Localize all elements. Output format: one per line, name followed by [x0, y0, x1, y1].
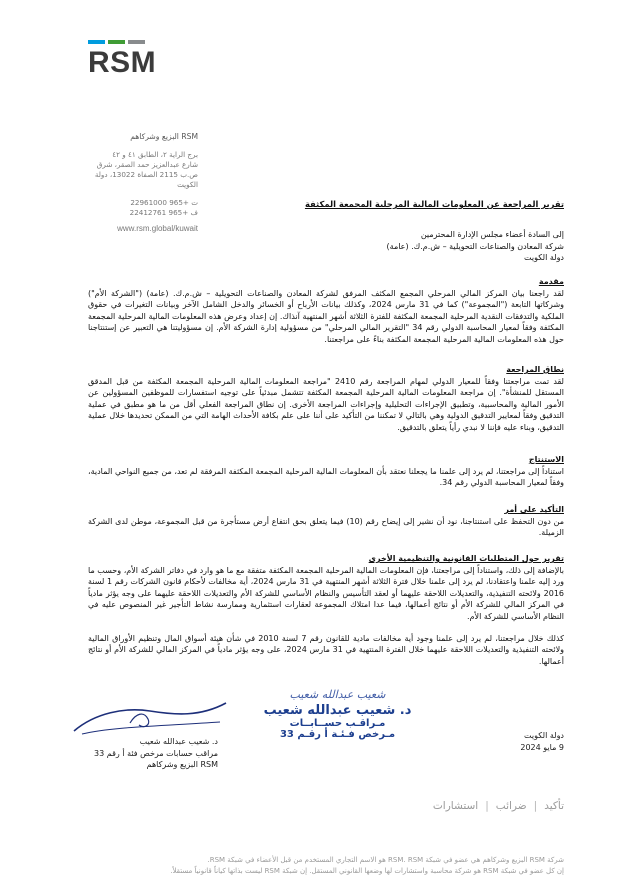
- service-item: تأكيد: [544, 800, 564, 812]
- addressee-block: [88, 229, 564, 264]
- office-phone: ت +965 22961000: [130, 198, 198, 207]
- addressee-line: شركة المعادن والصناعات التحويلية – ش.م.ك. (عامة): [386, 241, 564, 251]
- service-divider: |: [485, 800, 489, 812]
- section-scope: [88, 364, 564, 434]
- signatory-name: د. شعيب عبدالله شعيب: [139, 737, 218, 746]
- footer-line: شركة RSM البزيع وشركاهم هي عضو في شبكة RSM. RSM هو الاسم التجاري المستخدم من قبل الأعضاء في شبكة RSM.: [207, 856, 564, 864]
- service-item: ضرائب: [495, 800, 527, 812]
- section-text: كذلك خلال مراجعتنا، لم يرد إلى علمنا وجود أية مخالفات مادية للقانون رقم 7 لسنة 2010 في شأن هيئة أسواق المال وتنظيم الأوراق المالية ولائحته التنفيذية والتعديلات اللاحقة عليهما خلال الفترة المنتهية في 31 مارس 2024، على وجه يؤثر مادياً في المركز المالي للشركة الأم أو نتائج أعمالها.: [88, 633, 565, 666]
- footer-line: إن كل عضو في شبكة RSM هو شركة محاسبة واستشارات لها وضعها القانوني المستقل. إن شبكة RSM ليست بذاتها كياناً قانونياً مستقلاً.: [170, 866, 564, 875]
- logo-bars: [88, 40, 168, 44]
- place-date-block: [364, 730, 564, 753]
- signatory-block: [88, 736, 218, 771]
- service-item: استشارات: [432, 800, 479, 812]
- report-date: 9 مايو 2024: [520, 742, 564, 752]
- office-address-line: ص.ب 2115 الصفاة 13022، دولة الكويت: [94, 170, 198, 189]
- section-text: استناداً إلى مراجعتنا، لم يرد إلى علمنا ما يجعلنا نعتقد بأن المعلومات المالية المرحلية المجمعة المكثفة المرفقة لم تعد، من جميع النواحي المادية، وفقاً لمعيار المحاسبة الدولي رقم 34.: [88, 466, 564, 488]
- section-conclusion: [88, 454, 564, 489]
- section-text: لقد راجعنا بيان المركز المالي المرحلي المجمع المكثف المرفق لشركة المعادن والصناعات التحويلية – ش.م.ك. (عامة) ("الشركة الأم") وشركاتها التابعة ("المجموعة") كما في 31 مارس 2024، وكذلك بيانات الأرباح أو الخسائر والدخل الشامل الآخر وبيانات التغيرات في حقوق الملكية والتدفقات النقدية المرحلية المجمعة المكثفة للفترة الثلاثة أشهر المنتهية آنذاك. إن إعداد وعرض هذه المعلومات المالية المرحلية المجمعة المكثفة وفقاً لمعيار المحاسبة الدولي رقم 34 "التقرير المالي المرحلي" من مسؤولية إدارة الشركة الأم. إن مسؤوليتنا هي التعبير عن إستنتاجنا حول هذه المعلومات المالية المرحلية المجمعة المكثفة بناءً على مراجعتنا.: [88, 288, 565, 344]
- logo-bar-green: [108, 40, 125, 44]
- office-fax: ف +965 22412761: [129, 208, 198, 217]
- section-emphasis: [88, 504, 564, 539]
- section-legal-requirements: [88, 553, 564, 667]
- section-heading: نطاق المراجعة: [506, 365, 564, 374]
- logo-bar-grey: [128, 40, 145, 44]
- report-place: دولة الكويت: [524, 731, 564, 740]
- signatory-firm: RSM البزيع وشركاهم: [146, 760, 218, 770]
- logo-text: RSM: [88, 46, 157, 79]
- addressee-line: إلى السادة أعضاء مجلس الإدارة المحترمين: [420, 230, 564, 239]
- office-website: www.rsm.global/kuwait: [117, 224, 198, 233]
- handwritten-signature: [70, 693, 230, 738]
- office-firm-name: RSM البزيع وشركاهم: [130, 132, 198, 141]
- service-divider: |: [533, 800, 538, 812]
- section-heading: مقدمة: [538, 277, 564, 286]
- section-text: بالإضافة إلى ذلك، واستناداً إلى مراجعتنا، فإن المعلومات المالية المرحلية المجمعة المكثفة متفقة مع ما هو وارد في دفاتر الشركة الأم، وحسب ما ورد إليه علمنا واعتقادنا، لم يرد إلى علمنا خلال فترة الثلاثة أشهر المنتهية في 31 مارس 2024، أية مخالفات لأحكام قانون الشركات رقم 1 لسنة 2016 ولائحته التنفيذية، والتعديلات اللاحقة عليهما أو لعقد التأسيس والنظام الأساسي للشركة الأم والتعديلات اللاحقة عليهما على وجه يؤثر مادياً في المركز المالي للشركة الأم أو نتائج أعمالها، فيما عدا امتلاك المجموعة لعقارات استثمارية وممارسة نشاط التأجير غير المنصوص عليه في النظام الأساسي للشركة الأم.: [88, 565, 565, 621]
- services-line: [433, 800, 564, 812]
- section-text: من دون التحفظ على استنتاجنا، نود أن نشير إلى إيضاح رقم (10) فيما يتعلق بحق انتفاع أرض مستأجرة من قبل المجموعة، موطن لدى الشركة الزميلة.: [88, 516, 564, 538]
- page-footer: [57, 855, 564, 876]
- section-heading: التأكيد على أمر: [504, 505, 564, 514]
- stamp-license: مـرخص فـئـة أ رقـم 33: [279, 729, 396, 740]
- office-address-line: برج الراية ٢، الطابق ٤١ و ٤٢: [112, 150, 198, 159]
- section-heading: تقرير حول المتطلبات القانونية والتنظيمية الأخرى: [368, 554, 564, 563]
- addressee-line: دولة الكويت: [524, 253, 564, 263]
- stamp-script-name: شعيب عبدالله شعيب: [289, 688, 386, 701]
- signatory-title: مراقب حسابات مرخص فئة أ رقم 33: [94, 748, 218, 758]
- office-address-line: شارع عبدالعزيز حمد الصقر، شرق: [96, 160, 198, 169]
- rsm-logo: [88, 40, 168, 78]
- section-heading: الاستنتاج: [528, 455, 564, 464]
- section-text: لقد تمت مراجعتنا وفقاً للمعيار الدولي لمهام المراجعة رقم 2410 "مراجعة المعلومات المالية المرحلية المجمعة المكثفة من قبل المدقق المستقل للمنشأة". إن مراجعة المعلومات المالية المرحلية المجمعة المكثفة تتشمل مبدئياً على توجيه استفسارات للموظفين المسؤولين عن الأمور المالية والمحاسبية، وتطبيق الإجراءات التحليلية وإجراءات المراجعة الأخرى. إن نطاق المراجعة الفعلي أقل من ما هو مطبق في عملية التدقيق وفقاً لمعايير التدقيق الدولية وهي بالتالي لا تمكننا من التأكيد على أننا على علم بكافة الأحداث الهامة التي من الممكن تحديدها خلال عملية التدقيق، وبناء عليه فإننا لا نبدي رأياً يتعلق بالتدقيق.: [88, 376, 564, 432]
- report-title: تقرير المراجعة عن المعلومات المالية المرحلية المجمعة المكثفة: [304, 199, 564, 209]
- section-introduction: [88, 276, 564, 346]
- logo-bar-blue: [88, 40, 105, 44]
- stamp-name: د. شعيب عبدالله شعيب: [263, 703, 412, 718]
- stamp-role: مـراقـب حســابــات: [289, 718, 386, 729]
